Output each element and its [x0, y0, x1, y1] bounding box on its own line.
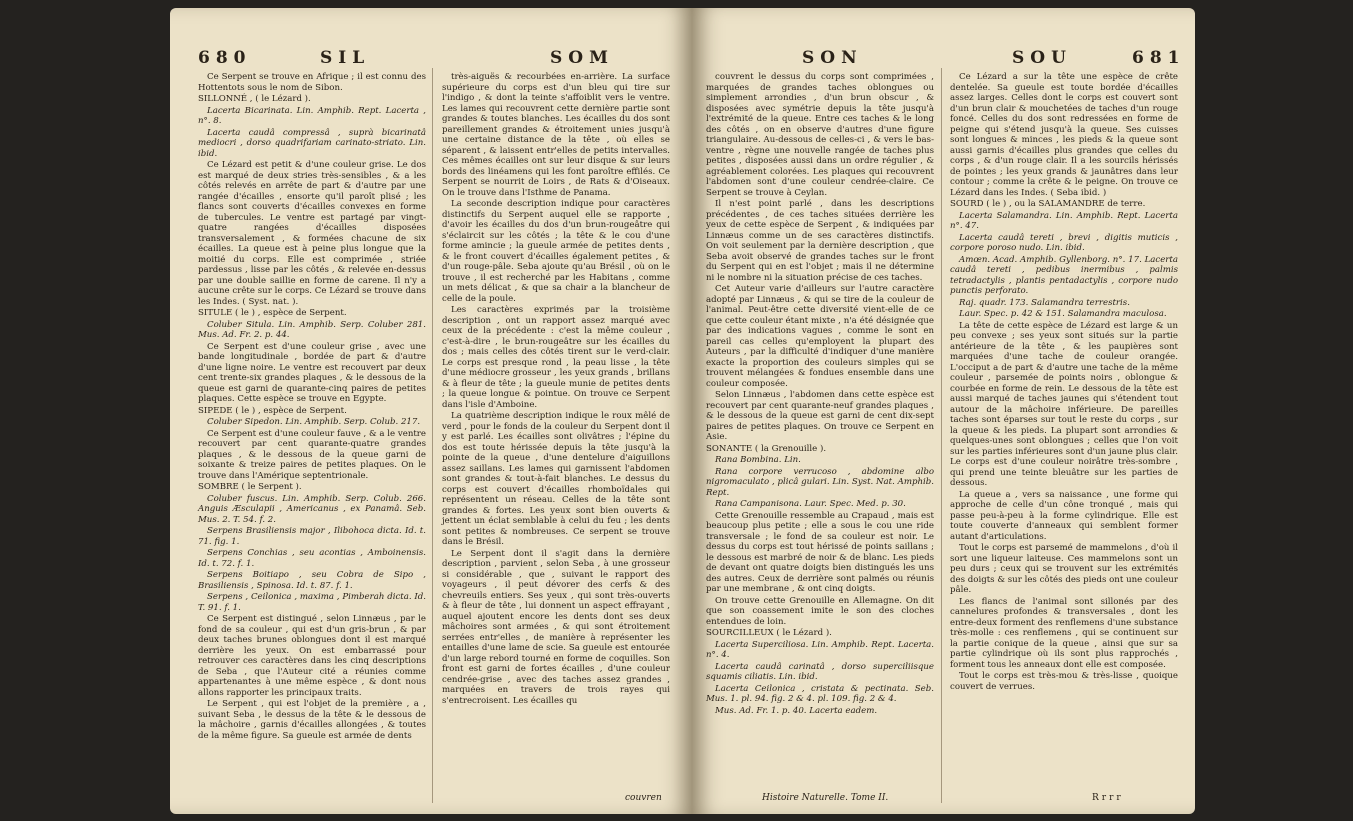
right-column-2	[950, 72, 1178, 693]
right-page	[692, 8, 1195, 814]
text-paragraph: Les caractères exprimés par la troisième description , ont un rapport assez marqué avec ceux de la précédente : c'est la même couleur , c'est-à-dire , le brun-rougeâtre sur les écailles du dos ; mais celles des côtés tirent sur le verd-clair. Le corps est presque rond , la peau lisse , la tête d'une médiocre grosseur , les yeux grands , brillans & à fleur de tête ; la gueule munie de petites dents ; la queue longue & pointue. On trouve ce Serpent dans l'isle d'Amboine.	[442, 305, 670, 410]
text-paragraph: La seconde description indique pour caractères distinctifs du Serpent auquel elle se rapporte , d'avoir les écailles du dos d'un brun-rougeâtre qui s'éclaircit sur les côtés ; la tête & le cou d'une forme amincie ; la gueule armée de petites dents , & le front couvert d'écailles également petites , & d'un rouge-pâle. Seba ajoute qu'au Brésil , où on le trouve , il est recherché par les Habitans , comme un mets délicat , & que sa chair a la blancheur de celle de la poule.	[442, 199, 670, 304]
text-paragraph: Serpens Boitiapo , seu Cobra de Sipo , Brasiliensis , Spinosa. Id. t. 87. f. 1.	[198, 570, 426, 591]
text-paragraph: Lacerta Superciliosa. Lin. Amphib. Rept. Lacerta. n°. 4.	[706, 639, 934, 660]
text-paragraph: Selon Linnæus , l'abdomen dans cette espèce est recouvert par cent quarante-neuf grandes plaques , & le dessous de la queue est garni de cent dix-sept paires de petites plaques. On trouve ce Serpent en Asie.	[706, 390, 934, 442]
left-page	[170, 8, 692, 814]
text-paragraph: Lacerta Salamandra. Lin. Amphib. Rept. Lacerta n°. 47.	[950, 210, 1178, 231]
text-paragraph: Rana Campanisona. Laur. Spec. Med. p. 30.	[715, 499, 906, 509]
page-number-left: 680	[198, 48, 252, 68]
running-head-son: SON	[802, 48, 863, 68]
text-paragraph: Cette Grenouille ressemble au Crapaud , mais est beaucoup plus petite ; elle a sous le cou une ride transversale ; le fond de sa couleur est noir. Le dessus du corps est tout hérissé de points saillans ; le dessous est marbré de noir & de blanc. Les pieds de devant ont quatre doigts bien distingués les uns des autres. Ceux de derrière sont palmés ou réunis par une membrane , & ont cinq doigts.	[706, 510, 934, 594]
column-rule	[941, 68, 942, 803]
text-paragraph: Lacerta caudâ tereti , brevi , digitis muticis , corpore poroso nudo. Lin. ibid.	[950, 232, 1178, 253]
text-paragraph: Lacerta Ceilonica , cristata & pectinata. Seb. Mus. 1. pl. 94. fig. 2 & 4. pl. 109. fig. 2 & 4.	[706, 683, 934, 704]
text-paragraph: Ce Serpent se trouve en Afrique ; il est connu des Hottentots sous le nom de Sibon.	[198, 72, 426, 93]
catchword: couvren	[625, 793, 662, 803]
text-paragraph: Coluber Situla. Lin. Amphib. Serp. Coluber 281. Mus. Ad. Fr. 2. p. 44.	[198, 319, 426, 340]
text-paragraph: Laur. Spec. p. 42 & 151. Salamandra maculosa.	[959, 309, 1167, 319]
text-paragraph: Ce Serpent est distingué , selon Linnæus , par le fond de sa couleur , qui est d'un gris-brun , & par deux taches brunes oblongues dont il est marqué derrière les yeux. On est embarrassé pour retrouver ces caractères dans les cinq descriptions de Seba , que l'Auteur cité a réunies comme appartenantes à une même espèce , & dont nous allons rapporter les principaux traits.	[198, 614, 426, 698]
right-column-1	[706, 72, 934, 717]
text-paragraph: Mus. Ad. Fr. 1. p. 40. Lacerta eadem.	[715, 705, 878, 716]
text-paragraph: Tout le corps est très-mou & très-lisse , quoique couvert de verrues.	[950, 671, 1178, 692]
text-paragraph: Rana Bombina. Lin.	[715, 455, 801, 465]
signature-mark: Rrrr	[1092, 793, 1124, 803]
text-paragraph: Ce Lézard est petit & d'une couleur grise. Le dos est marqué de deux stries très-sensibles , & a les côtés relevés en arrête de part & d'autre par une rangée d'écailles , ensorte qu'il paroît plisé ; les flancs sont couverts d'écailles convexes en forme de tubercules. Le ventre est partagé par vingt-quatre rangées d'écailles disposées transversalement , & formées chacune de six écailles. La queue est à peine plus longue que la moitié du corps. Elle est comprimée , striée pardessus , lisse par les côtés , & relevée en-dessus par une double saillie en forme de carene. Il n'y a aucune crête sur le corps. Ce Lézard se trouve dans les Indes. ( Syst. nat. ).	[198, 160, 426, 307]
text-paragraph: Le Serpent dont il s'agit dans la dernière description , parvient , selon Seba , à une grosseur si considérable , que , suivant le rapport des voyageurs , il peut dévorer des cerfs & des chevreuils entiers. Ses yeux , qui sont très-ouverts & à fleur de tête , lui donnent un aspect effrayant , auquel ajoutent encore les dents dont ses deux mâchoires sont armées , & qui sont étroitement serrées entr'elles , de manière à représenter les entailles d'une lame de scie. Sa gueule est entourée d'un large rebord tourné en forme de coquilles. Son front est garni de fortes écailles , d'une couleur cendrée-grise , avec des taches assez grandes , marquées en travers de trois rayes qui s'entrecroisent. Les écailles qu	[442, 548, 670, 706]
page-number-right: 681	[1132, 48, 1186, 68]
text-paragraph: Serpens Conchias , seu acontias , Amboinensis. Id. t. 72. f. 1.	[198, 548, 426, 569]
text-paragraph: Serpens , Ceilonica , maxima , Pimberah dicta. Id. T. 91. f. 1.	[198, 592, 426, 613]
text-paragraph: Coluber fuscus. Lin. Amphib. Serp. Colub. 266. Anguis Æsculapii , Americanus , ex Panamâ. Seb. Mus. 2. T. 54. f. 2.	[198, 493, 426, 525]
text-paragraph: Raj. quadr. 173. Salamandra terrestris.	[959, 297, 1130, 308]
text-paragraph: Lacerta Bicarinata. Lin. Amphib. Rept. Lacerta , n°. 8.	[198, 105, 426, 126]
text-paragraph: SITULE ( le ) , espèce de Serpent.	[198, 308, 347, 318]
text-paragraph: couvrent le dessus du corps sont comprimées , marquées de grandes taches oblongues ou simplement arrondies , d'un brun obscur , & disposées avec symétrie depuis la tête jusqu'à l'extrémité de la queue. Entre ces taches & le long des côtés , on en observe d'autres d'une figure triangulaire. Au-dessous de celles-ci , & vers le bas-ventre , règne une nouvelle rangée de taches plus petites , disposées aussi dans un ordre régulier , & agréablement colorées. Les plaques qui recouvrent l'abdomen sont d'une couleur cendrée-claire. Ce Serpent se trouve à Ceylan.	[706, 72, 934, 198]
text-paragraph: SILLONNÉ , ( le Lézard ).	[198, 94, 311, 104]
volume-footer: Histoire Naturelle. Tome II.	[762, 793, 889, 803]
left-column-2	[442, 72, 670, 707]
text-paragraph: Lacerta caudâ compressâ , suprà bicarinatâ mediocri , dorso quadrifariam carinato-striato. Lin. ibid.	[198, 127, 426, 159]
text-paragraph: Ce Serpent est d'une couleur grise , avec une bande longitudinale , bordée de part & d'autre d'une ligne noire. Le ventre est recouvert par deux cent trente-six grandes plaques , & le dessous de la queue est garni de quarante-cinq paires de petites plaques. Cette espèce se trouve en Egypte.	[198, 341, 426, 404]
left-column-1	[198, 72, 426, 742]
text-paragraph: Les flancs de l'animal sont sillonés par des cannelures profondes & transversales , dont les entre-deux forment des renflemens d'une substance très-molle : ces renflemens , qui se continuent sur la partie conique de la queue , ainsi que sur sa partie cylindrique où ils sont plus rapprochés , forment tous les anneaux dont elle est composée.	[950, 596, 1178, 670]
text-paragraph: Le Serpent , qui est l'objet de la première , a , suivant Seba , le dessus de la tête & le dessous de la mâchoire , garnis d'écailles allongées , & toutes de la même figure. Sa gueule est armée de dents	[198, 699, 426, 741]
text-paragraph: très-aiguës & recourbées en-arrière. La surface supérieure du corps est d'un bleu qui tire sur l'indigo , & dont la teinte s'affoiblit vers le ventre. Les lames qui recouvrent cette dernière partie sont grandes & toutes blanches. Les écailles du dos sont pareillement grandes & étroitement unies jusqu'à une certaine distance de la tête , où elles se séparent , & laissent entr'elles de petits intervalles. Ces mêmes écailles ont sur leur disque & sur leurs bords des linéamens qui les font paroître effilés. Ce Serpent se nourrit de Loirs , de Rats & d'Oiseaux. On le trouve dans l'Isthme de Panama.	[442, 72, 670, 198]
text-paragraph: SONANTE ( la Grenouille ).	[706, 443, 827, 454]
text-paragraph: On trouve cette Grenouille en Allemagne. On dit que son coassement imite le son des cloches entendues de loin.	[706, 595, 934, 627]
text-paragraph: SIPEDE ( le ) , espèce de Serpent.	[198, 405, 347, 416]
text-paragraph: SOURCILLEUX ( le Lézard ).	[706, 628, 832, 638]
text-paragraph: Rana corpore verrucoso , abdomine albo nigromaculato , plicâ gulari. Lin. Syst. Nat. Amphib. Rept.	[706, 466, 934, 498]
text-paragraph: La tête de cette espèce de Lézard est large & un peu convexe ; ses yeux sont situés sur la partie antérieure de la tête , & les paupières sont marquées d'une tache de couleur orangée. L'occiput a de part & d'autre une tache de la même couleur , parsemée de points noirs , oblongue & courbée en forme de rein. Le dessous de la tête est aussi marqué de taches jaunes qui s'étendent tout autour de la mâchoire inférieure. De pareilles taches sont éparses sur tout le reste du corps , sur la queue & les pieds. La plupart sont arrondies & quelques-unes sont oblongues ; celles que l'on voit sur les parties inférieures sont d'un jaune plus clair. Le corps est d'une couleur noirâtre très-sombre , qui prend une teinte bleuâtre sur les parties de dessous.	[950, 320, 1178, 488]
text-paragraph: Ce Serpent est d'une couleur fauve , & a le ventre recouvert par cent quarante-quatre grandes plaques , & le dessous de la queue garni de soixante & treize paires de petites plaques. On le trouve dans l'Amérique septentrionale.	[198, 428, 426, 481]
running-head-sil: SIL	[320, 48, 371, 68]
text-paragraph: Il n'est point parlé , dans les descriptions précédentes , de ces taches situées derrière les yeux de cette espèce de Serpent , & indiquées par Linnæus comme un de ses caractères distinctifs. On voit seulement par la dernière description , que Seba avoit observé de grandes taches sur le front du Serpent qui en est l'objet ; mais il ne détermine ni le nombre ni la situation précise de ces taches.	[706, 199, 934, 283]
text-paragraph: Tout le corps est parsemé de mammelons , d'où il sort une liqueur laiteuse. Ces mammelons sont un peu durs ; ceux qui se trouvent sur les extrémités des doigts & sur les côtés des pieds ont une couleur pâle.	[950, 543, 1178, 595]
text-paragraph: La quatrième description indique le roux mêlé de verd , pour le fonds de la couleur du Serpent dont il y est parlé. Les écailles sont olivâtres ; l'épine du dos est toute hérissée depuis la tête jusqu'à la pointe de la queue , d'une dentelure d'aiguillons assez saillans. Les lames qui garnissent l'abdomen sont grandes & tout-à-fait blanches. Le dessus du corps est couvert d'écailles rhomboïdales qui représentent un réseau. Celles de la tête sont grandes & fortes. Les yeux sont bien ouverts & jettent un éclat semblable à celui du feu ; les dents sont petites & nombreuses. Ce serpent se trouve dans le Brésil.	[442, 411, 670, 547]
text-paragraph: Ce Lézard a sur la tête une espèce de crête dentelée. Sa gueule est toute bordée d'écailles assez larges. Celles dont le corps est couvert sont d'un brun clair & mouchetées de taches d'un rouge foncé. Celles du dos sont redressées en forme de peigne qui s'étend jusqu'à la queue. Ses cuisses sont longues & minces , les pieds & la queue sont aussi garnis d'écailles plus grandes que celles du corps , & d'un rouge clair. Il a les sourcils hérissés de pointes ; les yeux grands & jaunâtres dans leur contour ; comme la crête & le peigne. On trouve ce Lézard dans les Indes. ( Seba ibid. )	[950, 72, 1178, 198]
running-head-sou: SOU	[1012, 48, 1072, 68]
running-head-som: SOM	[550, 48, 614, 68]
text-paragraph: Serpens Brasiliensis major , Ilibohoca dicta. Id. t. 71. fig. 1.	[198, 526, 426, 547]
text-paragraph: Coluber Sipedon. Lin. Amphib. Serp. Colub. 217.	[207, 417, 421, 427]
column-rule	[432, 68, 433, 803]
text-paragraph: SOMBRE ( le Serpent ).	[198, 482, 302, 492]
text-paragraph: La queue a , vers sa naissance , une forme qui approche de celle d'un cône tronqué , mais qui passe peu-à-peu à la forme cylindrique. Elle est toute couverte d'anneaux qui semblent former autant d'articulations.	[950, 489, 1178, 542]
text-paragraph: Lacerta caudâ carinatâ , dorso superciliisque squamis ciliatis. Lin. ibid.	[706, 661, 934, 682]
text-paragraph: Cet Auteur varie d'ailleurs sur l'autre caractère adopté par Linnæus , & qui se tire de la couleur de l'animal. Peut-être cette diversité vient-elle de ce que cette couleur étant mixte , n'a été désignée que par des indications vagues , comme le sont en pareil cas celles qu'employent la plupart des Auteurs , par la difficulté d'indiquer d'une manière exacte la proportion des couleurs simples qui se trouvent mélangées & fondues ensemble dans une couleur composée.	[706, 284, 934, 389]
text-paragraph: Amœn. Acad. Amphib. Gyllenborg. n°. 17. Lacerta caudâ tereti , pedibus inermibus , palmis tetradactylis , plantis pentadactylis , corpore nudo punctis perforato.	[950, 254, 1178, 296]
text-paragraph: SOURD ( le ) , ou la SALAMANDRE de terre.	[950, 199, 1146, 209]
